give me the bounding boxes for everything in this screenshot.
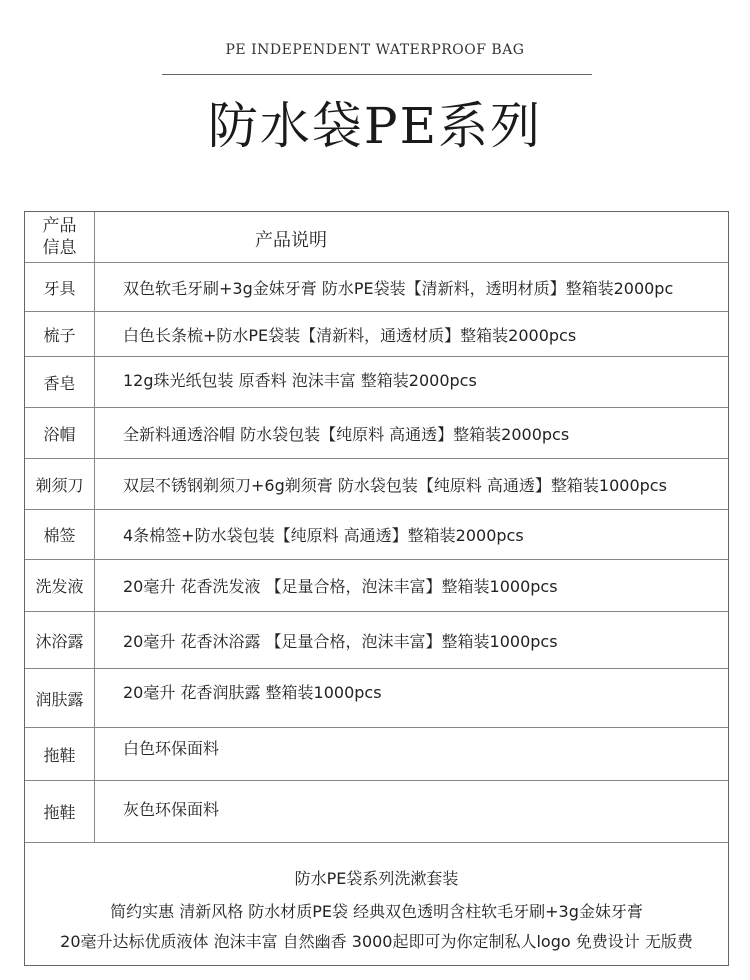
- product-description: 全新料通透浴帽 防水袋包装【纯原料 高通透】整箱装2000pcs: [123, 424, 570, 444]
- table-header-row: [25, 212, 728, 263]
- product-description: 白色环保面料: [123, 738, 220, 758]
- product-description: 12g珠光纸包装 原香料 泡沫丰富 整箱装2000pcs: [123, 370, 477, 390]
- col-header-product-info: [25, 212, 95, 262]
- table-row: [25, 612, 728, 669]
- product-description: 20毫升 花香润肤露 整箱装1000pcs: [123, 682, 382, 702]
- product-name: 香皂: [25, 357, 95, 407]
- col-header-line2: 信息: [42, 238, 77, 258]
- product-description: 双层不锈钢剃须刀+6g剃须膏 防水袋包装【纯原料 高通透】整箱装1000pcs: [123, 475, 667, 495]
- product-name: 沐浴露: [25, 612, 95, 668]
- product-table: [24, 211, 729, 966]
- col-header-description: 产品说明: [255, 230, 327, 251]
- product-name: 润肤露: [25, 669, 95, 727]
- product-description: 灰色环保面料: [123, 800, 220, 819]
- product-name: 牙具: [25, 263, 95, 311]
- col-header-line1: 产品: [42, 216, 77, 236]
- table-row: [25, 459, 728, 510]
- product-name: 拖鞋: [25, 781, 95, 842]
- table-row: [25, 357, 728, 408]
- table-row: [25, 560, 728, 612]
- table-row: [25, 728, 728, 781]
- page-title: 防水袋PE系列: [207, 97, 543, 155]
- product-name: 洗发液: [25, 560, 95, 611]
- table-row: [25, 263, 728, 312]
- product-name: 梳子: [25, 312, 95, 356]
- product-description: 4条棉签+防水袋包装【纯原料 高通透】整箱装2000pcs: [123, 526, 524, 545]
- product-description: 白色长条梳+防水PE袋装【清新料，通透材质】整箱装2000pcs: [123, 325, 577, 345]
- title-divider: [162, 74, 592, 75]
- product-name: 拖鞋: [25, 728, 95, 780]
- table-footer: [25, 843, 728, 965]
- table-row: [25, 781, 728, 843]
- product-description: 20毫升 花香洗发液 【足量合格，泡沫丰富】整箱装1000pcs: [123, 577, 558, 596]
- table-row: [25, 669, 728, 728]
- product-description: 双色软毛牙刷+3g金妹牙膏 防水PE袋装【清新料，透明材质】整箱装2000pc: [123, 278, 674, 298]
- table-row: [25, 312, 728, 357]
- footer-line-3: 20毫升达标优质液体 泡沫丰富 自然幽香 3000起即可为你定制私人logo 免费设计 无版费: [60, 932, 693, 951]
- product-name: 棉签: [25, 510, 95, 559]
- product-name: 浴帽: [25, 408, 95, 458]
- product-description: 20毫升 花香沐浴露 【足量合格，泡沫丰富】整箱装1000pcs: [123, 631, 558, 651]
- table-row: [25, 510, 728, 560]
- page-subtitle: PE INDEPENDENT WATERPROOF BAG: [225, 42, 525, 58]
- table-row: [25, 408, 728, 459]
- footer-line-1: 防水PE袋系列洗漱套装: [294, 869, 459, 888]
- product-name: 剃须刀: [25, 459, 95, 509]
- footer-line-2: 简约实惠 清新风格 防水材质PE袋 经典双色透明含柱软毛牙刷+3g金妹牙膏: [110, 902, 643, 921]
